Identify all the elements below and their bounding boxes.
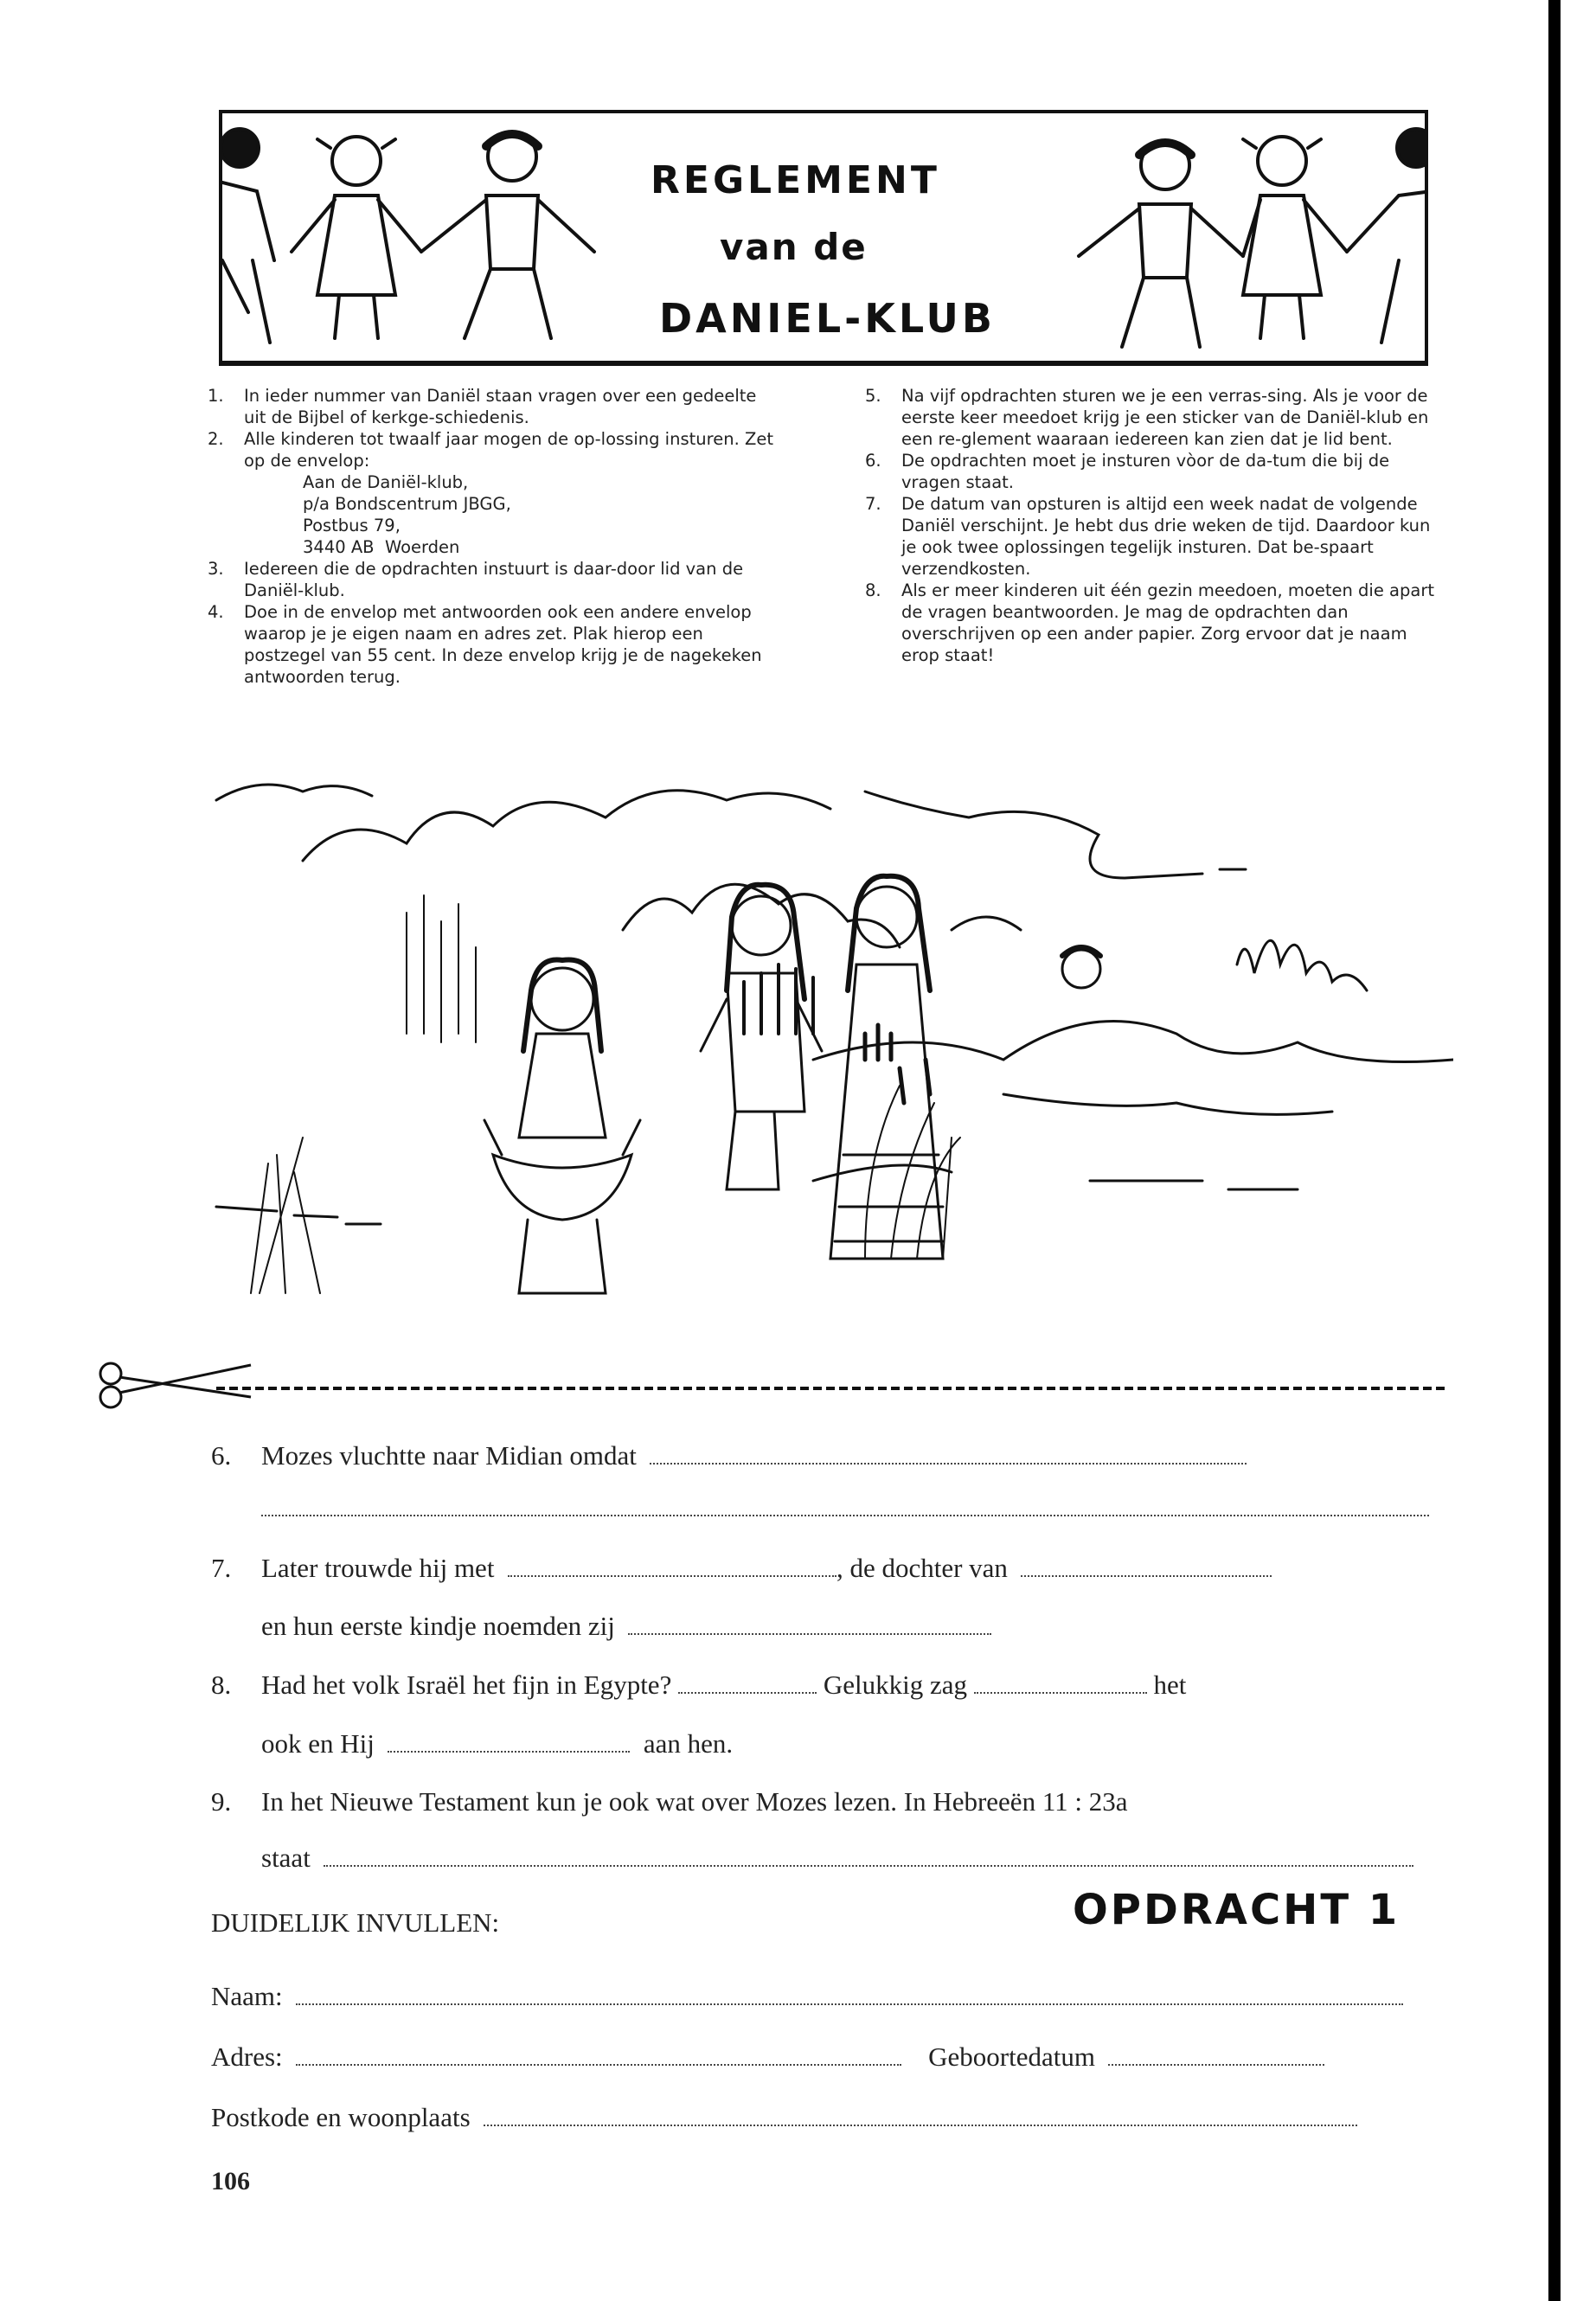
header-banner [219,110,1428,366]
rule-item [208,558,783,601]
assignment-title: OPDRACHT 1 [1073,1886,1401,1934]
answer-blank[interactable] [628,1633,991,1635]
rule-text: De opdrachten moet je insturen vòor de da-tum die bij de vragen staat. [901,451,1395,492]
banner-title-line-2: van de [720,226,868,268]
address-field[interactable] [296,2064,901,2066]
rules-column-right [865,385,1440,666]
address-text: p/a Bondscentrum JBGG, [303,494,511,514]
birthdate-label: Geboortedatum [928,2041,1095,2072]
rule-item [865,450,1440,493]
rule-number: 8. [865,580,881,600]
question-number: 7. [211,1553,232,1583]
rule-text: De datum van opsturen is altijd een week nadat de volgende Daniël verschijnt. Je hebt dus drie weken de tijd. Daardoor kun je ook twee oplossingen tegelijk insturen. Dat be-spaart verzendkosten. [901,494,1436,579]
address-field-row [211,2041,1324,2073]
question-text: ook en Hij [261,1728,375,1759]
question-text: Later trouwde hij met [261,1553,495,1583]
name-field[interactable] [296,2003,1403,2005]
postcode-field[interactable] [484,2125,1357,2126]
question-text-row [261,1553,1272,1584]
river-scene-illustration [208,774,1453,1328]
name-field-row [211,1981,1403,2012]
address-line [208,536,783,558]
postcode-field-row [211,2102,1357,2133]
rule-text: Doe in de envelop met antwoorden ook een andere envelop waarop je je eigen naam en adres zet. Plak hierop een postzegel van 55 cent. In deze envelop krijg je de nagekeken antwoorden terug. [244,602,767,687]
answer-blank[interactable] [1021,1575,1272,1577]
rules-column-left [208,385,783,688]
address-text: 3440 AB Woerden [303,537,460,557]
question-number: 8. [211,1670,232,1700]
question-text: staat [261,1843,311,1873]
question-number: 9. [211,1786,232,1817]
question-text: In het Nieuwe Testament kun je ook wat over Mozes lezen. In Hebreeën 11 : 23a [261,1786,1128,1817]
rule-item [208,428,783,471]
address-line [208,471,783,493]
name-label: Naam: [211,1981,283,2011]
scissors-icon [100,1363,121,1384]
postcode-label: Postkode en woonplaats [211,2102,471,2132]
address-text: Postbus 79, [303,516,401,535]
address-line [208,493,783,515]
question-number: 6. [211,1440,232,1471]
rule-text: Als er meer kinderen uit één gezin meedoen, moeten die apart de vragen beantwoorden. Je mag de opdrachten dan overschrijven op een ander papier. Zorg ervoor dat je naam erop staat! [901,580,1440,665]
answer-blank[interactable] [261,1515,1429,1516]
address-line [208,515,783,536]
question-text: Mozes vluchtte naar Midian omdat [261,1440,637,1471]
answer-blank[interactable] [974,1692,1147,1694]
rule-item [865,493,1440,580]
address-text: Aan de Daniël-klub, [303,472,469,492]
rule-number: 3. [208,559,224,579]
answer-blank[interactable] [324,1865,1413,1867]
question-text: Had het volk Israël het fijn in Egypte? [261,1670,672,1700]
address-label: Adres: [211,2041,283,2072]
question-6-continuation [261,1492,1429,1523]
rule-text: Alle kinderen tot twaalf jaar mogen de op-lossing insturen. Zet op de envelop: [244,429,779,471]
fill-in-instruction: DUIDELIJK INVULLEN: [211,1907,500,1938]
rule-number: 1. [208,386,224,406]
rule-item [865,580,1440,666]
answer-blank[interactable] [388,1751,630,1753]
scissors-cut-line [95,1358,1445,1410]
rule-text: In ieder nummer van Daniël staan vragen over een gedeelte uit de Bijbel of kerkge-schiedenis. [244,386,762,427]
rule-number: 6. [865,451,881,471]
rule-number: 7. [865,494,881,514]
question-text-row [261,1611,991,1642]
question-text: , de dochter van [836,1553,1008,1583]
rule-number: 5. [865,386,881,406]
question-text-row [261,1843,1413,1874]
question-text-row [261,1440,1247,1471]
rule-item [208,385,783,428]
banner-title-line-3: DANIEL-KLUB [659,295,996,342]
birthdate-field[interactable] [1108,2064,1324,2066]
rule-item [208,601,783,688]
answer-blank[interactable] [508,1575,836,1577]
rule-number: 4. [208,602,224,622]
rule-text: Iedereen die de opdrachten instuurt is daar-door lid van de Daniël-klub. [244,559,749,600]
rule-number: 2. [208,429,224,449]
banner-title-line-1: REGLEMENT [651,158,940,202]
answer-blank[interactable] [650,1463,1247,1465]
question-text: het [1153,1670,1187,1700]
page-number: 106 [211,2167,250,2195]
answer-blank[interactable] [678,1692,817,1694]
question-text: en hun eerste kindje noemden zij [261,1611,615,1641]
question-text-row [261,1728,733,1759]
page-edge-bar [1548,0,1561,2301]
rule-text: Na vijf opdrachten sturen we je een verras-sing. Als je voor de eerste keer meedoet krijg je een sticker van de Daniël-klub en een re-glement waaraan iedereen kan zien dat je lid bent. [901,386,1434,449]
question-text: Gelukkig zag [823,1670,967,1700]
question-text: aan hen. [643,1728,734,1759]
rule-item [865,385,1440,450]
question-text-row [261,1670,1186,1701]
